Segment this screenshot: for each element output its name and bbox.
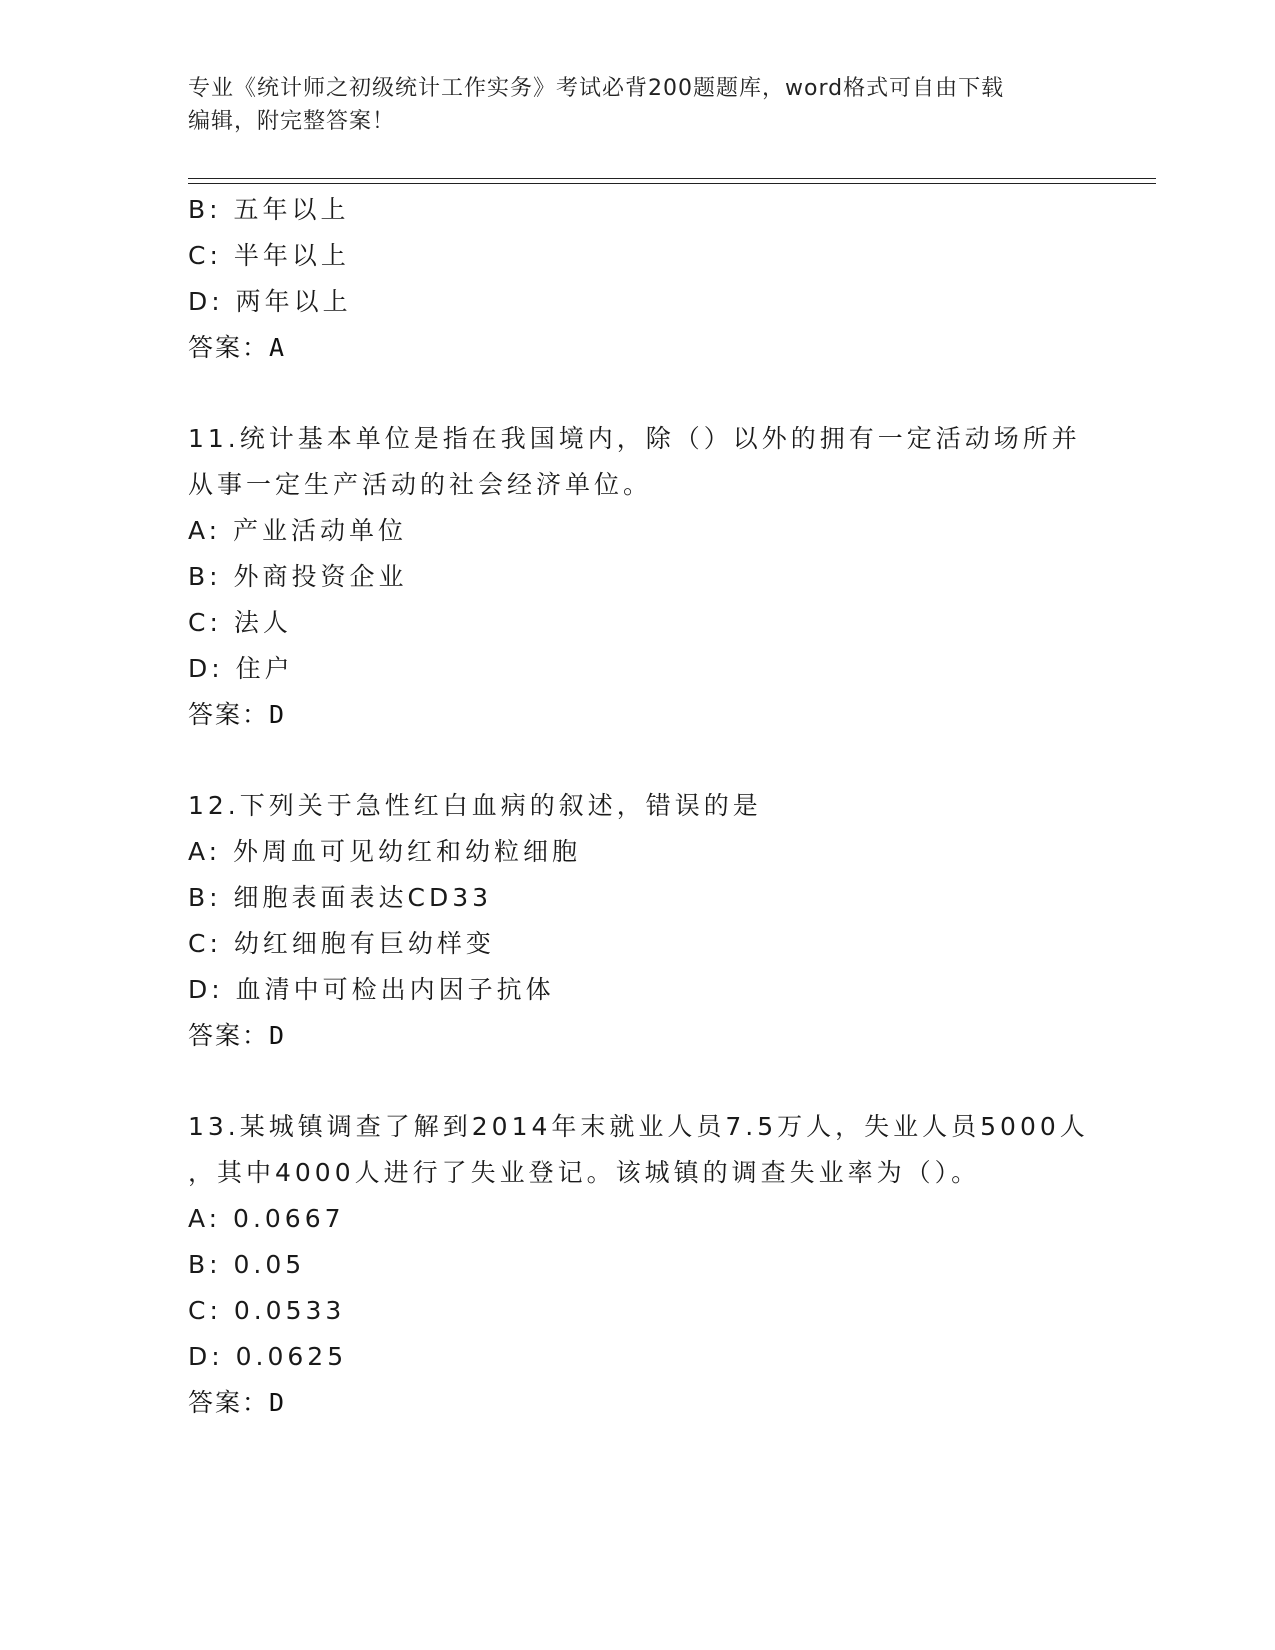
question-10-continued — [188, 187, 1088, 371]
answer-value: D — [269, 700, 287, 729]
answer-label: 答案： — [188, 1388, 270, 1417]
answer-line — [188, 325, 1088, 371]
option-b: B: 0.05 — [188, 1250, 306, 1279]
option-d: D: 0.0625 — [188, 1342, 348, 1371]
option-a: A: 产业活动单位 — [188, 516, 408, 545]
answer-label: 答案： — [188, 1021, 270, 1050]
question-stem-line-1: 13.某城镇调查了解到2014年末就业人员7.5万人，失业人员5000人 — [188, 1112, 1089, 1141]
document-header — [188, 72, 1068, 138]
answer-line — [188, 1013, 1088, 1059]
option-d: D: 血清中可检出内因子抗体 — [188, 975, 555, 1004]
header-line-1: 专业《统计师之初级统计工作实务》考试必背200题题库，word格式可自由下载 — [188, 76, 1005, 101]
option-d: D: 住户 — [188, 654, 294, 683]
option-c: C: 半年以上 — [188, 241, 350, 270]
option-b: B: 细胞表面表达CD33 — [188, 883, 493, 912]
question-12 — [188, 783, 1088, 1059]
header-divider-bottom — [188, 183, 1156, 184]
answer-value: D — [269, 1021, 287, 1050]
answer-line — [188, 692, 1088, 738]
answer-value: A — [269, 333, 287, 362]
header-line-2: 编辑，附完整答案！ — [188, 109, 396, 134]
answer-label: 答案： — [188, 333, 270, 362]
option-b: B: 外商投资企业 — [188, 562, 408, 591]
answer-value: D — [269, 1388, 287, 1417]
option-c: C: 0.0533 — [188, 1296, 346, 1325]
document-body — [188, 187, 1088, 1426]
question-stem-line-2: ，其中4000人进行了失业登记。该城镇的调查失业率为（）。 — [188, 1158, 981, 1187]
answer-label: 答案： — [188, 700, 270, 729]
question-stem-line-1: 11.统计基本单位是指在我国境内，除（）以外的拥有一定活动场所并 — [188, 424, 1081, 453]
option-c: C: 幼红细胞有巨幼样变 — [188, 929, 495, 958]
question-stem-line-1: 12.下列关于急性红白血病的叙述，错误的是 — [188, 791, 762, 820]
option-a: A: 外周血可见幼红和幼粒细胞 — [188, 837, 582, 866]
option-b: B: 五年以上 — [188, 195, 350, 224]
header-divider-top — [188, 178, 1156, 179]
option-a: A: 0.0667 — [188, 1204, 345, 1233]
option-d: D: 两年以上 — [188, 287, 352, 316]
option-c: C: 法人 — [188, 608, 292, 637]
question-stem-line-2: 从事一定生产活动的社会经济单位。 — [188, 470, 653, 499]
question-11 — [188, 416, 1088, 738]
question-13 — [188, 1104, 1088, 1426]
answer-line — [188, 1380, 1088, 1426]
